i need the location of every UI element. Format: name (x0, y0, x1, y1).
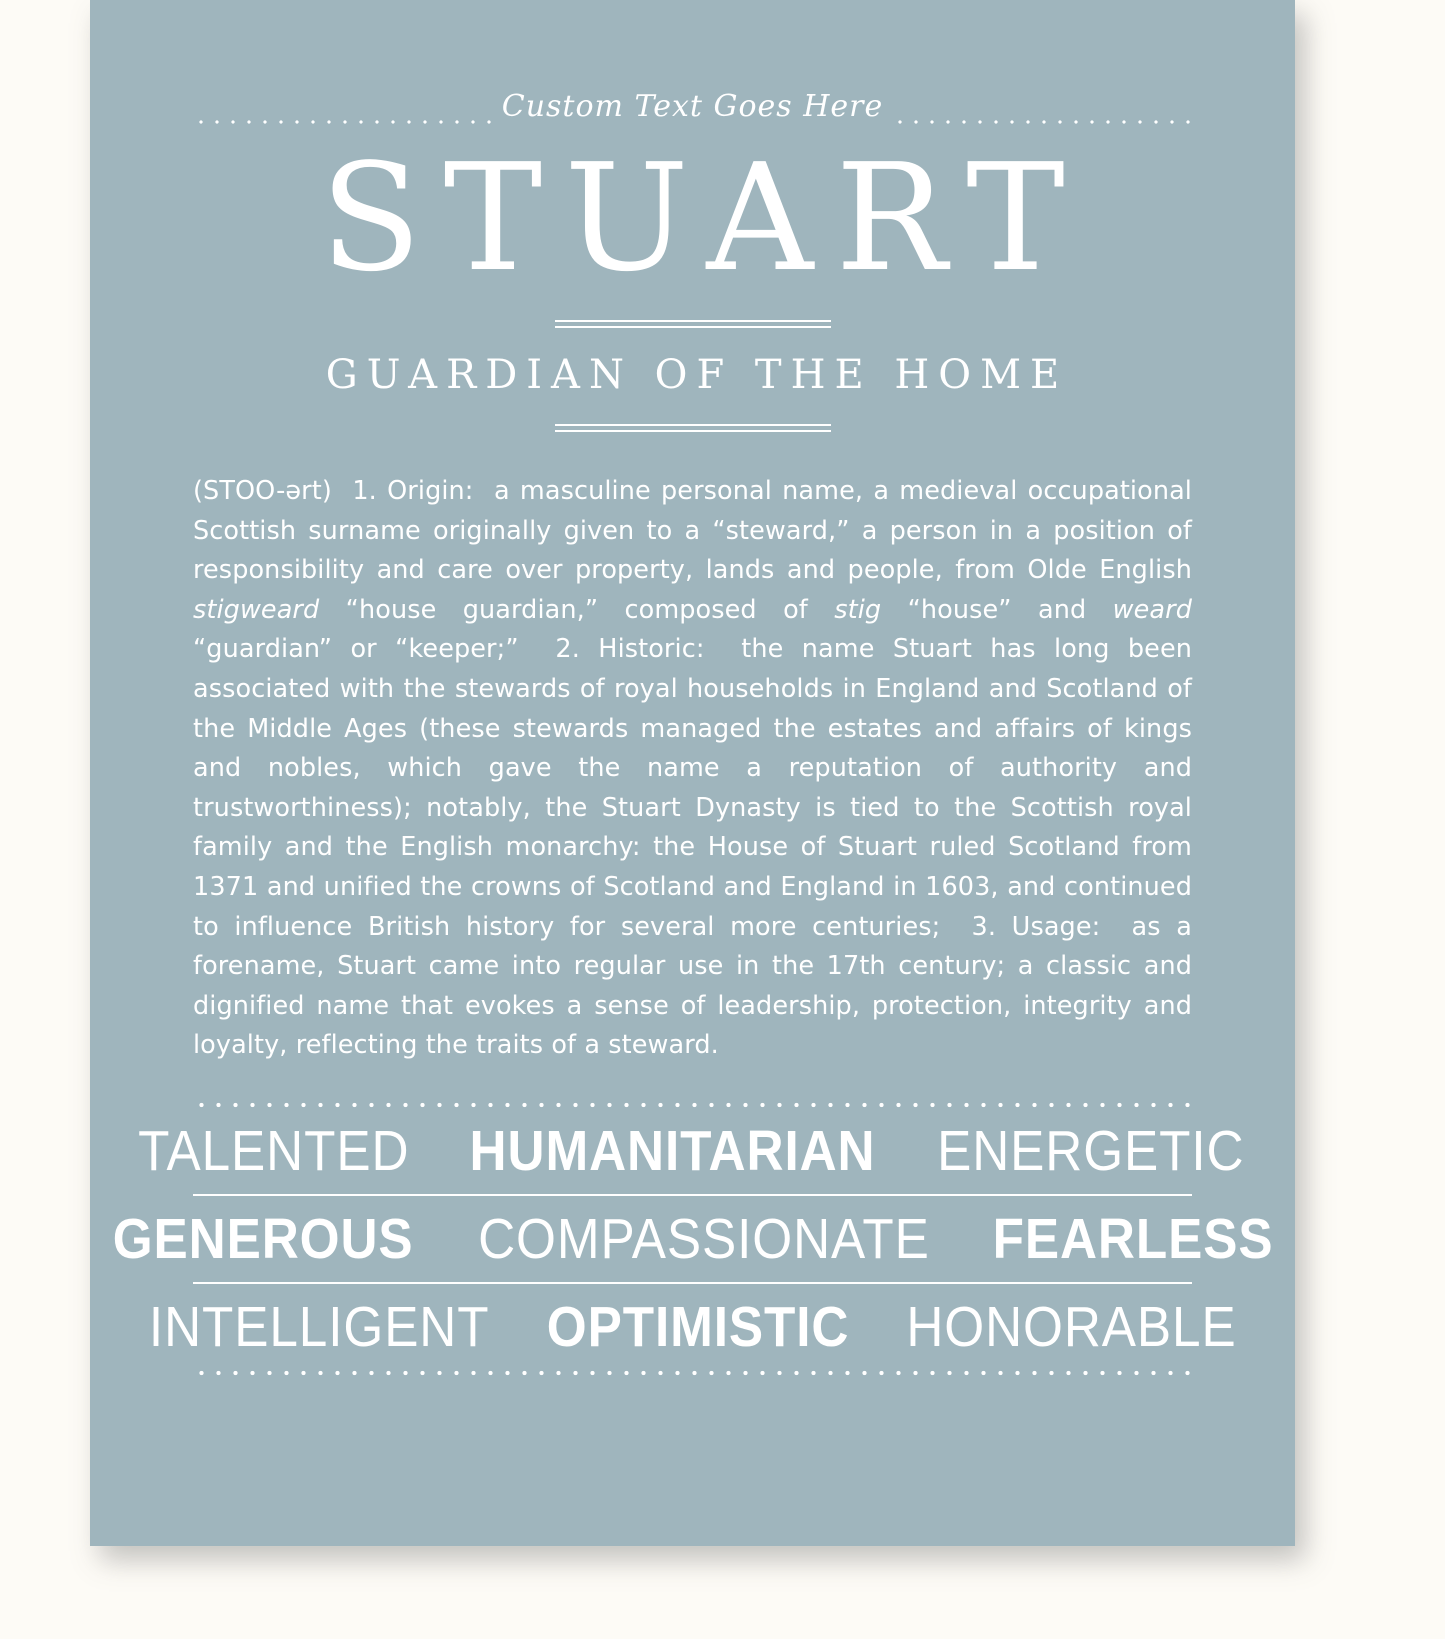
poster-header (193, 0, 1192, 150)
custom-text: Custom Text Goes Here (501, 89, 884, 124)
trait-word: FEARLESS (992, 1206, 1273, 1271)
trait-word: GENEROUS (113, 1206, 414, 1271)
dotted-band-bottom (193, 1370, 1192, 1376)
trait-row (113, 1196, 1273, 1282)
definition-text: (STOO-ərt) 1. Origin: a masculine personal name, a medieval occupational Scottish surname originally given to a “steward,” a person in a position of responsibility and care over property, lands and people, from Olde English stigweard “house guardian,” composed of stig “house” and weard “guardian” or “keeper;” 2. Historic: the name Stuart has long been associated with the stewards of royal households in England and Scotland of the Middle Ages (these stewards managed the estates and affairs of kings and nobles, which gave the name a reputation of authority and trustworthiness); notably, the Stuart Dynasty is tied to the Scottish royal family and the English monarchy: the House of Stuart ruled Scotland from 1371 and unified the crowns of Scotland and England in 1603, and continued to influence British history for several more centuries; 3. Usage: as a forename, Stuart came into regular use in the 17th century; a classic and dignified name that evokes a sense of leadership, protection, integrity and loyalty, reflecting the traits of a steward. (193, 476, 1192, 1061)
name-meaning: GUARDIAN OF THE HOME (325, 352, 1069, 398)
trait-word: ENERGETIC (937, 1118, 1245, 1183)
trait-word: TALENTED (138, 1118, 410, 1183)
trait-row (148, 1284, 1237, 1370)
trait-word: INTELLIGENT (148, 1294, 490, 1359)
trait-row (138, 1108, 1245, 1194)
trait-word: HONORABLE (906, 1294, 1237, 1359)
divider-above-meaning (555, 320, 831, 328)
traits-section (113, 1102, 1273, 1376)
trait-word: COMPASSIONATE (477, 1206, 930, 1271)
dotted-rule-right (892, 120, 1192, 124)
page-title: STUART (320, 132, 1087, 304)
name-art-poster (90, 0, 1295, 1546)
divider-below-meaning (555, 424, 831, 432)
trait-word: HUMANITARIAN (469, 1118, 876, 1183)
trait-word: OPTIMISTIC (546, 1294, 850, 1359)
